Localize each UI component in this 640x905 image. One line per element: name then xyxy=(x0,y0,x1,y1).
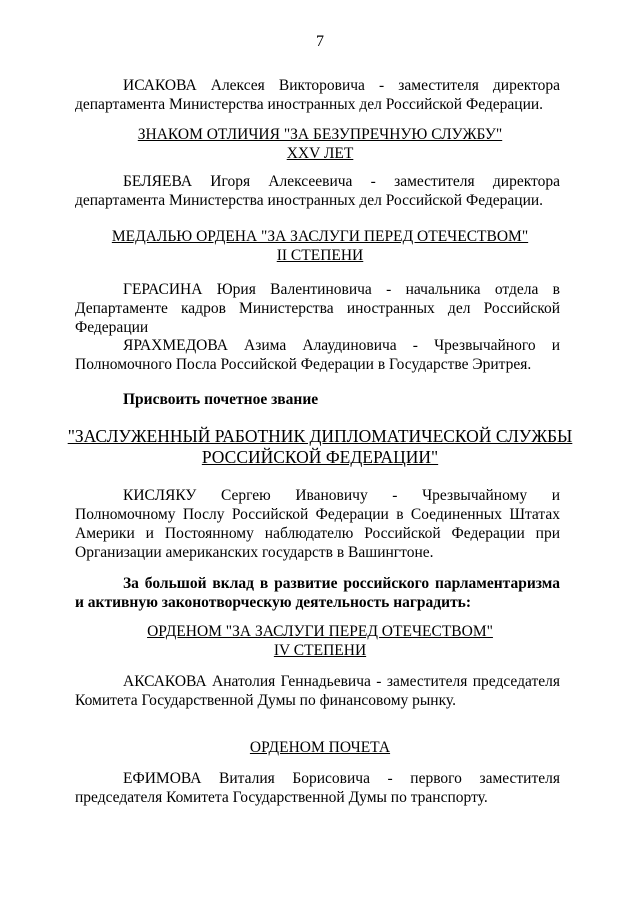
award-heading-order-line1: ОРДЕНОМ "ЗА ЗАСЛУГИ ПЕРЕД ОТЕЧЕСТВОМ" xyxy=(147,623,493,640)
award-heading-medal-line1: МЕДАЛЬЮ ОРДЕНА "ЗА ЗАСЛУГИ ПЕРЕД ОТЕЧЕСТВОМ" xyxy=(111,228,529,245)
award-heading-badge-line2: XXV ЛЕТ xyxy=(286,145,354,162)
award-heading-honour xyxy=(0,738,640,757)
assign-title-statement: Присвоить почетное звание xyxy=(123,391,319,408)
award-entry-kislyak: КИСЛЯКУ Сергею Ивановичу - Чрезвычайному и Полномочному Послу Российской Федерации в Соединенных Штатах Америки и Постоянному наблюдателю Российской Федерации при Организации американских государств в Вашингтоне. xyxy=(75,487,560,561)
award-entry-isakov: ИСАКОВА Алексея Викторовича - заместителя директора департамента Министерства иностранных дел Российской Федерации. xyxy=(75,77,560,113)
page-number: 7 xyxy=(316,33,324,50)
award-statement xyxy=(75,574,560,612)
award-heading-honour-line1: ОРДЕНОМ ПОЧЕТА xyxy=(249,739,391,756)
award-heading-order xyxy=(0,622,640,660)
award-heading-badge-line1: ЗНАКОМ ОТЛИЧИЯ "ЗА БЕЗУПРЕЧНУЮ СЛУЖБУ" xyxy=(137,126,503,143)
award-heading-medal xyxy=(0,227,640,265)
award-entry-efimov: ЕФИМОВА Виталия Борисовича - первого заместителя председателя Комитета Государственной Думы по транспорту. xyxy=(75,770,560,806)
award-statement-line1: За большой вклад в развитие российского парламентаризма xyxy=(123,575,560,592)
award-entry-belyaev: БЕЛЯЕВА Игоря Алексеевича - заместителя директора департамента Министерства иностранных дел Российской Федерации. xyxy=(75,173,560,209)
award-entry-aksakov: АКСАКОВА Анатолия Геннадьевича - заместителя председателя Комитета Государственной Думы по финансовому рынку. xyxy=(75,673,560,709)
award-statement-line2: и активную законотворческую деятельность наградить: xyxy=(75,594,472,611)
award-entry-gerasin: ГЕРАСИНА Юрия Валентиновича - начальника отдела в Департаменте кадров Министерства иностранных дел Российской Федерации xyxy=(75,281,560,336)
honorary-title-heading-line2: РОССИЙСКОЙ ФЕДЕРАЦИИ" xyxy=(201,447,439,467)
award-heading-medal-line2: II СТЕПЕНИ xyxy=(276,247,364,264)
award-entry-yarakhmedov: ЯРАХМЕДОВА Азима Алаудиновича - Чрезвычайного и Полномочного Посла Российской Федерации в Государстве Эритрея. xyxy=(75,337,560,373)
honorary-title-heading xyxy=(0,426,640,468)
honorary-title-heading-line1: "ЗАСЛУЖЕННЫЙ РАБОТНИК ДИПЛОМАТИЧЕСКОЙ СЛУЖБЫ xyxy=(67,426,573,446)
award-heading-badge xyxy=(0,125,640,163)
award-heading-order-line2: IV СТЕПЕНИ xyxy=(273,642,367,659)
